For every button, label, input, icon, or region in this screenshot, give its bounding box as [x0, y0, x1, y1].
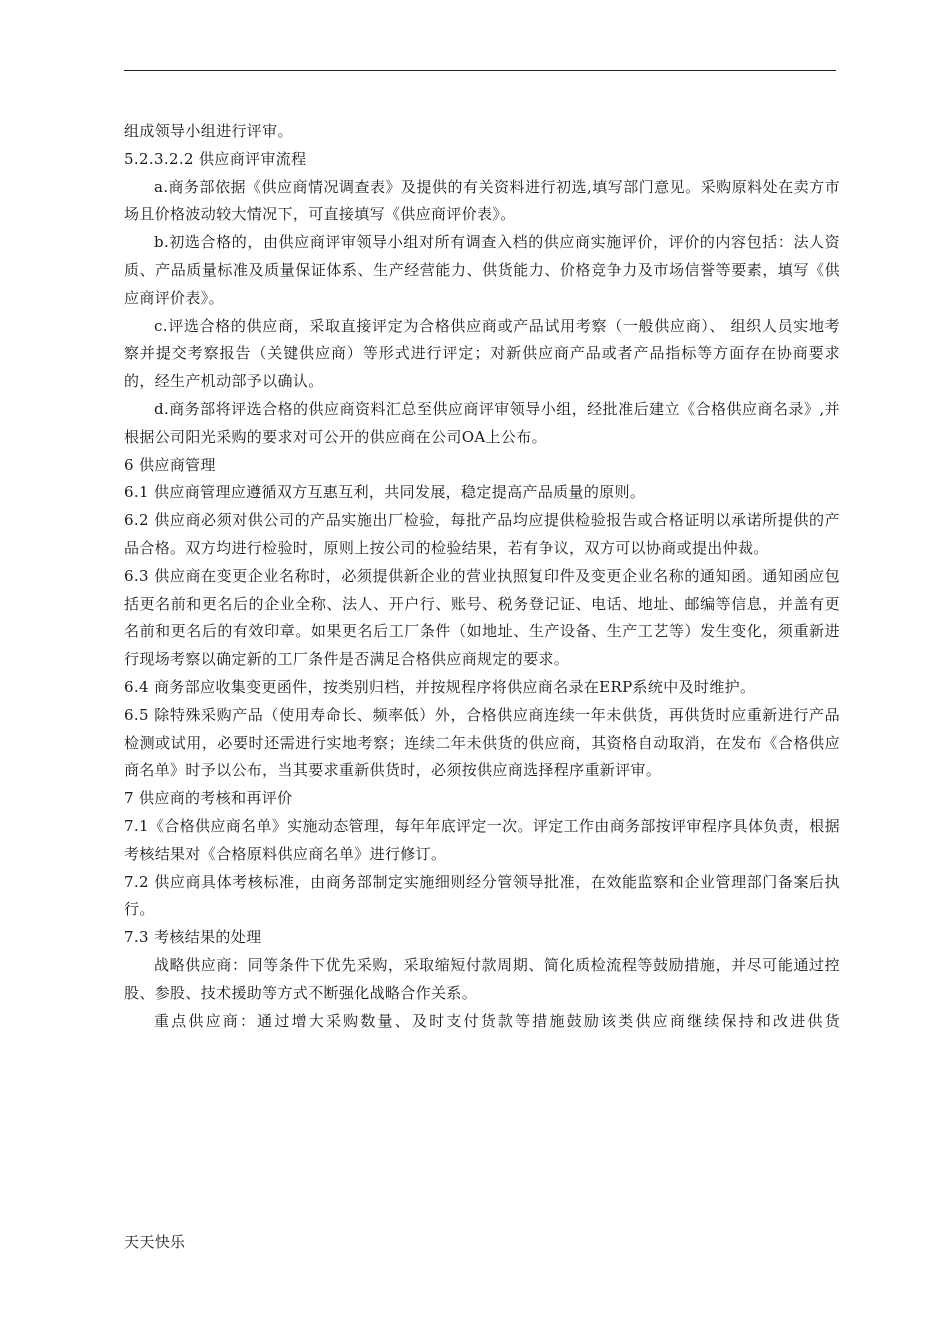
paragraph: 6.5 除特殊采购产品（使用寿命长、频率低）外，合格供应商连续一年未供货，再供货时应重新进行产品检测或试用，必要时还需进行实地考察；连续二年未供货的供应商，其资格自动取消，在发布《合格供应商名单》时予以公布，当其要求重新供货时，必须按供应商选择程序重新评审。 — [124, 705, 840, 780]
paragraph: 6.1 供应商管理应遵循双方互惠互利，共同发展，稳定提高产品质量的原则。 — [124, 483, 646, 502]
paragraph: 7.2 供应商具体考核标准，由商务部制定实施细则经分管领导批准，在效能监察和企业管理部门备案后执行。 — [124, 872, 840, 919]
paragraph: a.商务部依据《供应商情况调查表》及提供的有关资料进行初选,填写部门意见。采购原料处在卖方市场且价格波动较大情况下，可直接填写《供应商评价表》。 — [124, 177, 840, 224]
paragraph: 6.4 商务部应收集变更函件，按类别归档，并按规程序将供应商名录在ERP系统中及时维护。 — [124, 677, 756, 696]
paragraph: b.初选合格的，由供应商评审领导小组对所有调查入档的供应商实施评价，评价的内容包括：法人资质、产品质量标准及质量保证体系、生产经营能力、供货能力、价格竞争力及市场信誉等要素，填写《供应商评价表》。 — [124, 233, 840, 307]
paragraph: 组成领导小组进行评审。 — [124, 122, 293, 140]
paragraph: d.商务部将评选合格的供应商资料汇总至供应商评审领导小组，经批准后建立《合格供应商名录》,并根据公司阳光采购的要求对可公开的供应商在公司OA上公布。 — [124, 399, 840, 446]
header-rule — [124, 70, 836, 71]
section-heading: 6 供应商管理 — [124, 455, 216, 474]
paragraph: 7.1《合格供应商名单》实施动态管理，每年年底评定一次。评定工作由商务部按评审程序具体负责，根据考核结果对《合格原料供应商名单》进行修订。 — [124, 816, 840, 863]
section-heading: 7.3 考核结果的处理 — [124, 928, 262, 947]
paragraph: 6.2 供应商必须对供公司的产品实施出厂检验，每批产品均应提供检验报告或合格证明以承诺所提供的产品合格。双方均进行检验时，原则上按公司的检验结果，若有争议，双方可以协商或提出仲裁。 — [124, 511, 840, 557]
section-heading: 5.2.3.2.2 供应商评审流程 — [124, 149, 307, 168]
document-body — [124, 118, 840, 1035]
section-heading: 7 供应商的考核和再评价 — [124, 789, 293, 808]
paragraph: 战略供应商：同等条件下优先采购，采取缩短付款周期、简化质检流程等鼓励措施，并尽可能通过控股、参股、技术援助等方式不断强化战略合作关系。 — [124, 955, 840, 1002]
paragraph: 重点供应商：通过增大采购数量、及时支付货款等措施鼓励该类供应商继续保持和改进供货 — [154, 1011, 840, 1030]
page-footer: 天天快乐 — [124, 1233, 186, 1251]
paragraph: c.评选合格的供应商，采取直接评定为合格供应商或产品试用考察（一般供应商）、 组织人员实地考察并提交考察报告（关键供应商）等形式进行评定；对新供应商产品或者产品指标等方面存在协商要求的，经生产机动部予以确认。 — [124, 316, 840, 391]
paragraph: 6.3 供应商在变更企业名称时，必须提供新企业的营业执照复印件及变更企业名称的通知函。通知函应包括更名前和更名后的企业全称、法人、开户行、账号、税务登记证、电话、地址、邮编等信息，并盖有更名前和更名后的有效印章。如果更名后工厂条件（如地址、生产设备、生产工艺等）发生变化，须重新进行现场考察以确定新的工厂条件是否满足合格供应商规定的要求。 — [124, 566, 840, 669]
